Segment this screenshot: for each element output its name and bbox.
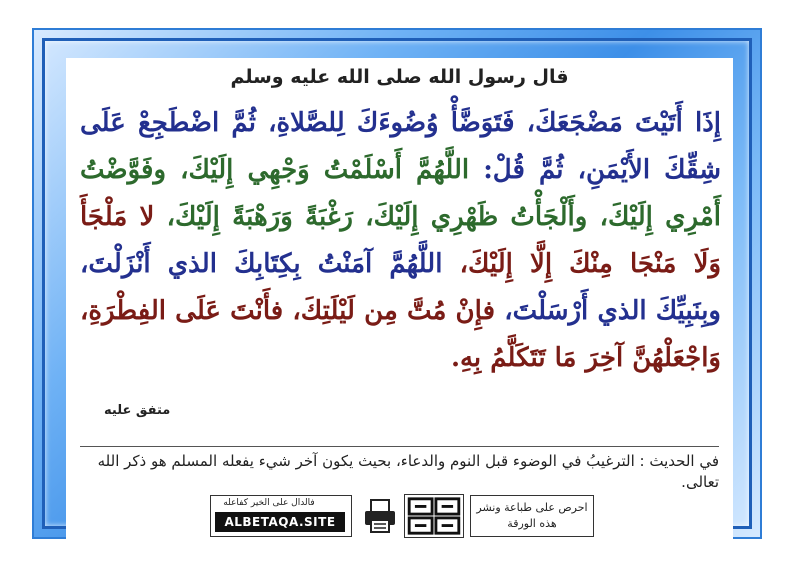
hadith-part-5: فإِنْ مُتَّ مِن لَيْلَتِكَ، فأَنْتَ عَلَى الفِطْرَةِ، وَاجْعَلْهُنَّ آخِرَ مَا تَتَكَلَّمُ بِهِ. bbox=[80, 296, 721, 373]
page-title: قال رسول الله صلى الله عليه وسلم bbox=[230, 66, 569, 88]
site-url: ALBETAQA.SITE bbox=[215, 512, 345, 532]
hadith-source: متفق عليه bbox=[104, 403, 171, 418]
footer-motto: فالدال على الخير كفاعله bbox=[223, 498, 315, 508]
hadith-part-4: اللَّهُمَّ آمَنْتُ بِكِتَابِكَ الذي أَنْزَلْتَ، وبِنَبِيِّكَ الذي أَرْسَلْتَ، bbox=[80, 249, 721, 326]
hadith-note: في الحديث : الترغيبُ في الوضوء قبل النوم والدعاء، بحيث يكون آخر شيء يفعله المسلم هو ذكر الله تعالى. bbox=[97, 452, 719, 491]
logo-icon bbox=[404, 494, 464, 538]
hadith-part-3: لا مَلْجَأَ وَلَا مَنْجَا مِنْكَ إِلَّا إِلَيْكَ، bbox=[80, 202, 721, 279]
hadith-part-2: اللَّهُمَّ أَسْلَمْتُ وَجْهِي إِلَيْكَ، وفَوَّضْتُ أَمْرِي إِلَيْكَ، وأَلْجَأْتُ ظَهْرِي إِلَيْكَ، رَغْبَةً وَرَهْبَةً إِلَيْكَ، bbox=[80, 155, 721, 232]
footer-print-note: احرص على طباعة ونشر هذه الورقة bbox=[470, 495, 594, 537]
hadith-part-1: إِذَا أَتَيْتَ مَضْجَعَكَ، فَتَوَضَّأْ وُضُوءَكَ لِلصَّلاةِ، ثُمَّ اضْطَجِعْ عَلَى شِقِّكَ الأَيْمَنِ، ثُمَّ قُلْ: bbox=[80, 108, 722, 185]
hadith-text bbox=[80, 100, 721, 382]
footer-site-box bbox=[210, 495, 352, 537]
printer-icon bbox=[362, 496, 398, 536]
hadith-card bbox=[66, 58, 733, 547]
divider bbox=[80, 446, 719, 447]
